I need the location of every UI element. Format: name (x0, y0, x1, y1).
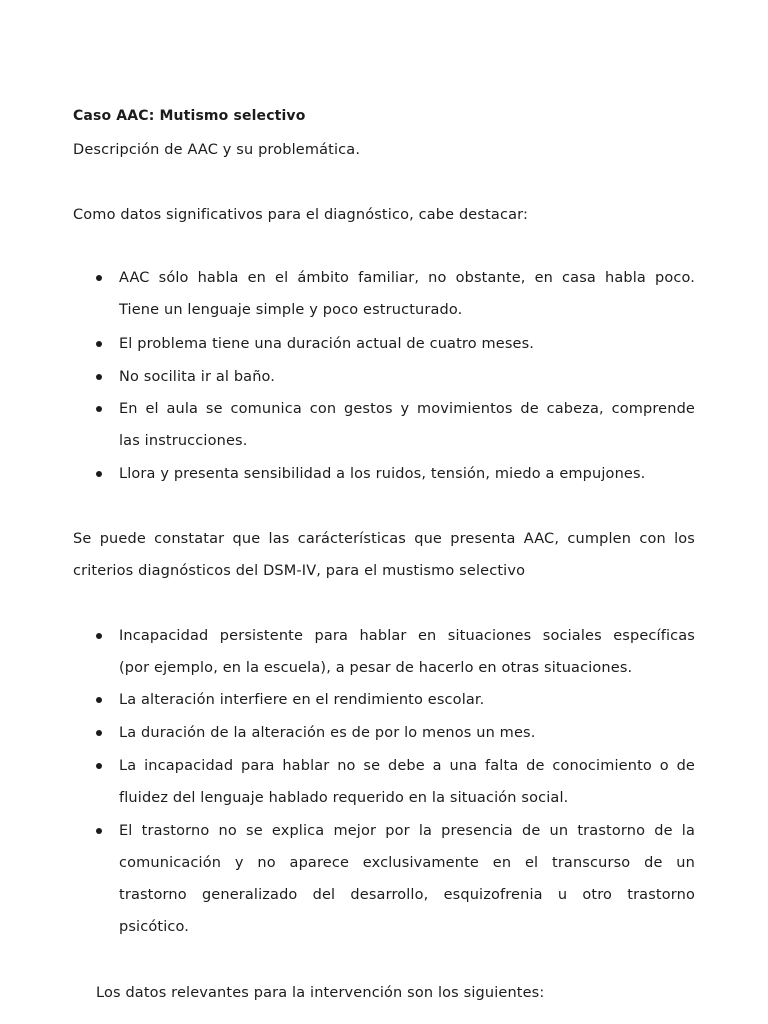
bullet-icon (96, 341, 102, 347)
list-item: El problema tiene una duración actual de cuatro meses. (119, 336, 535, 352)
list-item: La incapacidad para hablar no se debe a una falta de conocimiento o de (119, 758, 695, 774)
list-item-continuation: fluidez del lenguaje hablado requerido en la situación social. (119, 790, 569, 806)
list-item: Llora y presenta sensibilidad a los ruidos, tensión, miedo a empujones. (119, 466, 646, 482)
criteria-paragraph-continuation: criterios diagnósticos del DSM-IV, para el mustismo selectivo (73, 563, 526, 579)
list-item: La alteración interfiere en el rendimiento escolar. (119, 692, 485, 708)
bullet-icon (96, 633, 102, 639)
bullet-icon (96, 763, 102, 769)
list-item: En el aula se comunica con gestos y movimientos de cabeza, comprende (119, 401, 695, 417)
bullet-icon (96, 275, 102, 281)
bullet-icon (96, 406, 102, 412)
list-item: El trastorno no se explica mejor por la presencia de un trastorno de la (119, 823, 695, 839)
document-subtitle: Descripción de AAC y su problemática. (73, 142, 361, 158)
list-item-continuation: las instrucciones. (119, 433, 248, 449)
bullet-icon (96, 697, 102, 703)
bullet-icon (96, 374, 102, 380)
intro-paragraph: Como datos significativos para el diagnóstico, cabe destacar: (73, 207, 528, 223)
document-title: Caso AAC: Mutismo selectivo (73, 108, 306, 124)
list-item-continuation: (por ejemplo, en la escuela), a pesar de hacerlo en otras situaciones. (119, 660, 633, 676)
list-item: La duración de la alteración es de por lo menos un mes. (119, 725, 536, 741)
bullet-icon (96, 828, 102, 834)
list-item-continuation: psicótico. (119, 919, 190, 935)
list-item-continuation: comunicación y no aparece exclusivamente en el transcurso de un (119, 855, 695, 871)
list-item-continuation: Tiene un lenguaje simple y poco estructurado. (119, 302, 463, 318)
bullet-icon (96, 471, 102, 477)
list-item: AAC sólo habla en el ámbito familiar, no obstante, en casa habla poco. (119, 270, 695, 286)
criteria-paragraph: Se puede constatar que las carácterísticas que presenta AAC, cumplen con los (73, 531, 695, 547)
bullet-icon (96, 730, 102, 736)
list-item-continuation: trastorno generalizado del desarrollo, esquizofrenia u otro trastorno (119, 887, 695, 903)
closing-paragraph: Los datos relevantes para la intervención son los siguientes: (96, 985, 545, 1001)
list-item: Incapacidad persistente para hablar en situaciones sociales específicas (119, 628, 695, 644)
list-item: No socilita ir al baño. (119, 369, 276, 385)
